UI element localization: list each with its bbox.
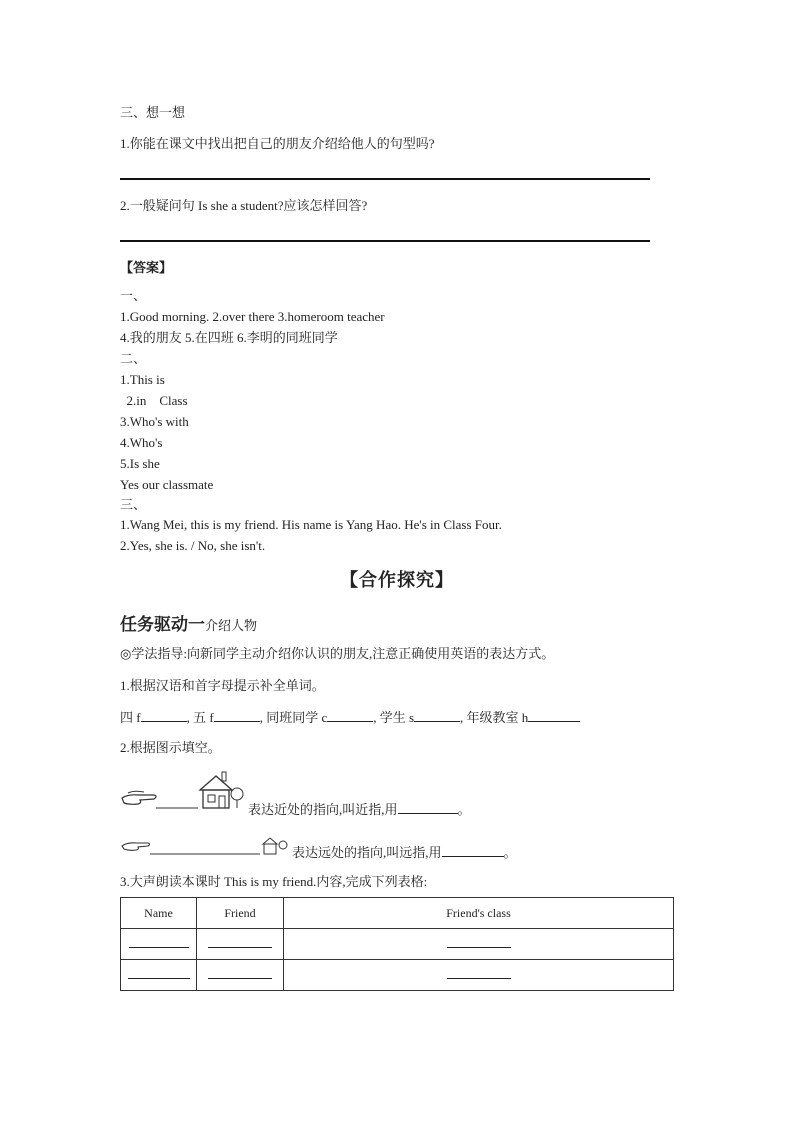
- table-cell[interactable]: [121, 960, 197, 991]
- answer-line: 1.Good morning. 2.over there 3.homeroom teacher: [120, 309, 385, 324]
- exercise-1-title: 1.根据汉语和首字母提示补全单词。: [120, 678, 325, 693]
- table-cell[interactable]: [121, 929, 197, 960]
- header-friends-class: Friend's class: [284, 898, 674, 929]
- answers-title: 【答案】: [120, 260, 173, 275]
- word-blank[interactable]: [414, 709, 460, 722]
- task-heading-main: 任务驱动一: [120, 615, 205, 635]
- question-2: 2.一般疑问句 Is she a student?应该怎样回答?: [120, 198, 368, 213]
- word-blank[interactable]: [327, 709, 373, 722]
- answers-section-3: 三、: [120, 497, 147, 512]
- near-pointing-illustration: [120, 768, 245, 814]
- word-blank[interactable]: [528, 709, 580, 722]
- exercise-1-items: [120, 709, 580, 726]
- table-cell[interactable]: [197, 929, 284, 960]
- answer-line: 4.我的朋友 5.在四班 6.李明的同班同学: [120, 330, 338, 345]
- think-heading: 三、想一想: [120, 105, 186, 120]
- cell-blank[interactable]: [208, 968, 272, 979]
- answer-line: 5.Is she: [120, 456, 160, 471]
- cell-blank[interactable]: [447, 937, 511, 948]
- exercise-2-title: 2.根据图示填空。: [120, 740, 221, 755]
- cooperate-title: 【合作探究】: [340, 570, 454, 591]
- table-cell[interactable]: [284, 929, 674, 960]
- table-row: [121, 960, 674, 991]
- period: 。: [503, 845, 517, 860]
- answer-line: 1.This is: [120, 372, 165, 387]
- far-blank[interactable]: [442, 844, 504, 857]
- table-cell[interactable]: [284, 960, 674, 991]
- answers-section-2: 二、: [120, 351, 147, 366]
- word-prompt: , 学生 s: [373, 710, 415, 725]
- answer-line-2: [120, 240, 650, 242]
- far-pointing-illustration: [120, 828, 290, 858]
- cell-blank[interactable]: [128, 968, 190, 979]
- header-name: Name: [121, 898, 197, 929]
- answer-line: 1.Wang Mei, this is my friend. His name is Yang Hao. He's in Class Four.: [120, 517, 502, 532]
- answer-line-1: [120, 178, 650, 180]
- header-friend: Friend: [197, 898, 284, 929]
- near-pointing-text: 表达近处的指向,叫近指,用: [248, 802, 398, 817]
- answers-section-1: 一、: [120, 288, 147, 303]
- word-blank[interactable]: [214, 709, 260, 722]
- cell-blank[interactable]: [129, 937, 189, 948]
- answer-line: 4.Who's: [120, 435, 163, 450]
- friend-table: [120, 897, 674, 991]
- cell-blank[interactable]: [447, 968, 511, 979]
- task-heading-sub: 介绍人物: [205, 618, 258, 633]
- table-header-row: [121, 898, 674, 929]
- word-prompt: 四 f: [120, 710, 141, 725]
- study-guide: ◎学法指导:向新同学主动介绍你认识的朋友,注意正确使用英语的表达方式。: [120, 646, 555, 661]
- answer-line: 2.Yes, she is. / No, she isn't.: [120, 538, 266, 553]
- cell-blank[interactable]: [208, 937, 272, 948]
- near-blank[interactable]: [398, 801, 458, 814]
- far-pointing-text: 表达远处的指向,叫远指,用: [292, 845, 442, 860]
- answer-line: 2.in Class: [120, 393, 188, 408]
- exercise-3-title: 3.大声朗读本课时 This is my friend.内容,完成下列表格:: [120, 874, 428, 889]
- task-heading: [120, 610, 257, 635]
- table-row: [121, 929, 674, 960]
- word-prompt: , 五 f: [186, 710, 214, 725]
- answer-line: Yes our classmate: [120, 477, 214, 492]
- answer-line: 3.Who's with: [120, 414, 189, 429]
- word-blank[interactable]: [141, 709, 187, 722]
- exercise-2-near: [248, 801, 471, 818]
- exercise-2-far: [292, 844, 517, 861]
- question-1: 1.你能在课文中找出把自己的朋友介绍给他人的句型吗?: [120, 136, 435, 151]
- table-cell[interactable]: [197, 960, 284, 991]
- word-prompt: , 同班同学 c: [259, 710, 328, 725]
- period: 。: [457, 802, 471, 817]
- word-prompt: , 年级教室 h: [460, 710, 529, 725]
